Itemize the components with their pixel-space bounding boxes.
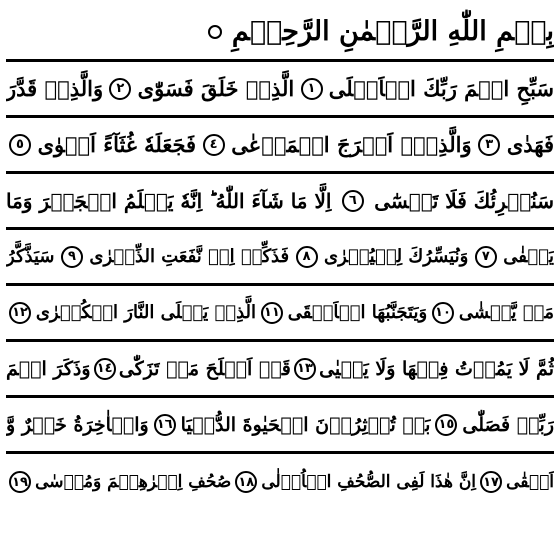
verse-segment: الَّذِىۡ يَصۡلَى النَّارَ الۡكُبۡرٰى: [35, 302, 257, 323]
verse-segment: وَيَتَجَنَّبُهَا الۡاَشۡقَى: [287, 302, 428, 323]
verse-segment: قَدۡ اَفۡلَحَ مَنۡ تَزَكّٰى: [118, 357, 291, 380]
verse-segment: وَذَكَرَ اسۡمَ: [6, 357, 91, 380]
verse-segment: سَيَذَّكَّرُ: [6, 246, 55, 267]
text-line-1: [6, 62, 554, 118]
verse-segment: اِنَّ هٰذَا لَفِى الصُّحُفِ الۡاُوۡلٰى: [261, 472, 477, 492]
verse-segment: ثُمَّ لَا يَمُوۡتُ فِيۡهَا وَلَا يَحۡيٰى: [319, 357, 554, 380]
verse-end-marker-icon: ١٦: [154, 414, 176, 436]
verse-segment: فَجَعَلَهٗ غُثَآءً اَحۡوٰى: [37, 132, 197, 157]
text-line-6: [6, 342, 554, 398]
verse-end-marker-icon: ١٤: [94, 358, 116, 380]
verse-end-marker-icon: ١٠: [432, 302, 454, 324]
text-line-4: [6, 230, 554, 286]
text-line-7: [6, 398, 554, 454]
bismillah-text: بِسۡمِ اللّٰهِ الرَّحۡمٰنِ الرَّحِيۡمِ: [231, 16, 554, 47]
verse-segment: وَالۡاٰخِرَةُ خَيۡرٌ وَّ: [6, 413, 149, 436]
verse-segment: رَبِّهٖ فَصَلّٰى: [462, 413, 554, 436]
verse-segment: سَنُقۡرِئُكَ فَلَا تَنۡسٰٓى: [374, 188, 554, 213]
verse-segment: فَهَدٰى: [506, 132, 554, 157]
verse-end-marker-icon: ١٢: [9, 302, 31, 324]
verse-end-marker-icon: ١٧: [480, 471, 502, 493]
verse-segment: يَخۡفٰى: [503, 246, 554, 267]
bismillah-line: [6, 4, 554, 62]
text-line-5: [6, 286, 554, 342]
verse-segment: الَّذِىۡ خَلَقَ فَسَوّٰى: [137, 76, 295, 101]
verse-segment: اَبۡقٰى: [506, 472, 554, 492]
verse-end-marker-icon: ٥: [9, 134, 31, 156]
verse-segment: بَلۡ تُؤۡثِرُوۡنَ الۡحَيٰوةَ الدُّنۡيَا: [180, 413, 431, 436]
text-line-8: [6, 454, 554, 510]
text-line-3: [6, 174, 554, 230]
verse-segment: وَالَّذِىۡ قَدَّرَ: [6, 76, 104, 101]
ring-ornament-icon: [208, 25, 222, 39]
verse-end-marker-icon: ١٨: [235, 471, 257, 493]
verse-end-marker-icon: ١٩: [9, 471, 31, 493]
text-line-2: [6, 118, 554, 174]
verse-end-marker-icon: ٩: [61, 246, 83, 268]
verse-end-marker-icon: ١١: [261, 302, 283, 324]
verse-segment: صُحُفِ اِبۡرٰهِيۡمَ وَمُوۡسٰى: [35, 472, 232, 492]
verse-end-marker-icon: ١: [301, 78, 323, 100]
verse-segment: وَنُيَسِّرُكَ لِلۡيُسۡرٰى: [323, 246, 469, 267]
verse-end-marker-icon: ٢: [109, 78, 131, 100]
verse-end-marker-icon: ٣: [478, 134, 500, 156]
verse-end-marker-icon: ٤: [203, 134, 225, 156]
verse-segment: اِلَّا مَا شَآءَ اللّٰهُ ؕ اِنَّهٗ يَعۡلَمُ الۡجَهۡرَ وَمَا: [6, 188, 332, 213]
verse-end-marker-icon: ٦: [342, 190, 364, 212]
verse-segment: فَذَكِّرۡ اِنۡ نَّفَعَتِ الذِّكۡرٰى: [89, 246, 290, 267]
verse-segment: سَبِّحِ اسۡمَ رَبِّكَ الۡاَعۡلَى: [328, 76, 554, 101]
verse-segment: وَالَّذِىۡۤ اَخۡرَجَ الۡمَرۡعٰى: [231, 132, 472, 157]
verse-end-marker-icon: ٧: [475, 246, 497, 268]
verse-end-marker-icon: ٨: [296, 246, 318, 268]
verse-end-marker-icon: ١٣: [294, 358, 316, 380]
verse-end-marker-icon: ١٥: [435, 414, 457, 436]
verse-segment: مَنۡ يَّخۡشٰى: [458, 302, 554, 323]
